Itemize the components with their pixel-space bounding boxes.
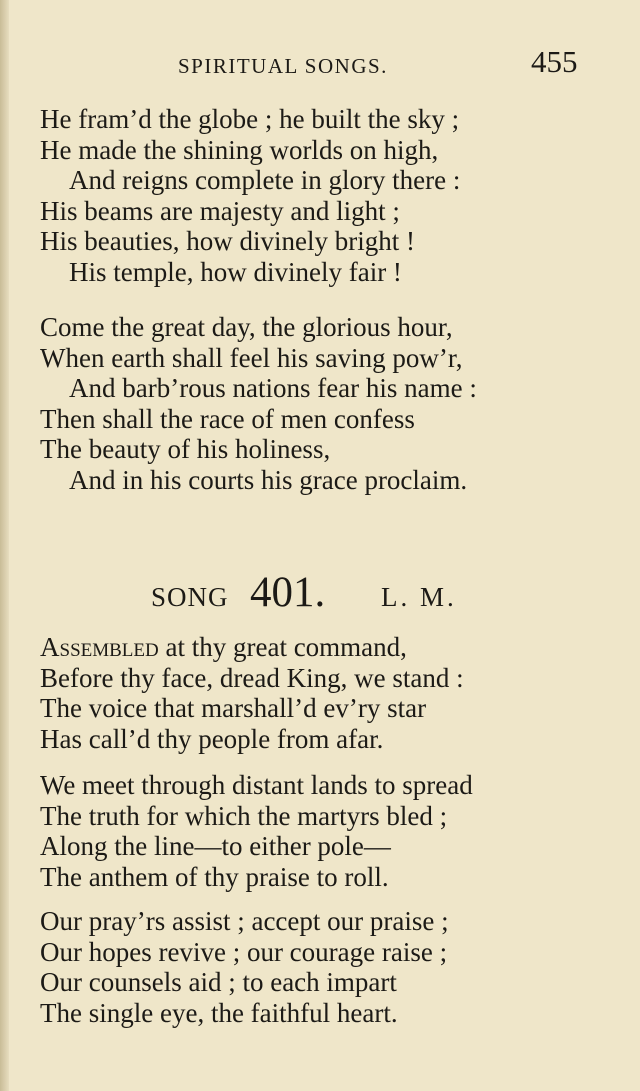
verse-line: The beauty of his holiness,: [40, 434, 331, 465]
song-stanza-2: [40, 770, 630, 892]
song-stanza-3: [40, 906, 630, 1028]
prev-song-stanza-2: [40, 312, 630, 496]
page-number: 455: [531, 44, 578, 79]
song-label: SONG: [151, 582, 229, 612]
verse-line: Before thy face, dread King, we stand :: [40, 662, 464, 693]
verse-line: The truth for which the martyrs bled ;: [40, 800, 448, 831]
running-title: SPIRITUAL SONGS.: [178, 54, 388, 78]
verse-line: His temple, how divinely fair !: [69, 256, 402, 287]
prev-song-stanza-1: [40, 104, 630, 288]
opening-word: Assembled: [40, 632, 159, 662]
song-number: 401.: [250, 569, 326, 616]
verse-line: Our counsels aid ; to each impart: [40, 967, 397, 998]
song-stanza-1: [40, 632, 630, 754]
song-meter: L. M.: [381, 582, 457, 612]
verse-line: The anthem of thy praise to roll.: [40, 861, 389, 892]
verse-line: When earth shall feel his saving pow’r,: [40, 342, 463, 373]
verse-line: Our pray’rs assist ; accept our praise ;: [40, 906, 449, 936]
song-heading: [0, 568, 640, 620]
verse-line: He fram’d the globe ; he built the sky ;: [40, 104, 460, 134]
verse-line: We meet through distant lands to spread: [40, 770, 473, 800]
verse-line: Our hopes revive ; our courage raise ;: [40, 936, 448, 967]
opening-line-rest: at thy great command,: [158, 632, 407, 662]
verse-line: Along the line—to either pole—: [40, 831, 391, 862]
verse-line: Come the great day, the glorious hour,: [40, 312, 453, 342]
verse-line: The voice that marshall’d ev’ry star: [40, 693, 427, 724]
verse-line: And in his courts his grace proclaim.: [69, 464, 468, 495]
verse-line: His beams are majesty and light ;: [40, 195, 400, 226]
verse-line: [40, 632, 630, 663]
verse-line: Has call’d thy people from afar.: [40, 723, 384, 754]
verse-line: And reigns complete in glory there :: [69, 165, 461, 196]
page-header: [0, 44, 640, 84]
verse-line: And barb’rous nations fear his name :: [69, 373, 477, 404]
verse-line: The single eye, the faithful heart.: [40, 997, 398, 1028]
verse-line: His beauties, how divinely bright !: [40, 226, 415, 257]
verse-line: He made the shining worlds on high,: [40, 134, 439, 165]
page-edge: [0, 0, 9, 1091]
verse-line: Then shall the race of men confess: [40, 403, 415, 434]
